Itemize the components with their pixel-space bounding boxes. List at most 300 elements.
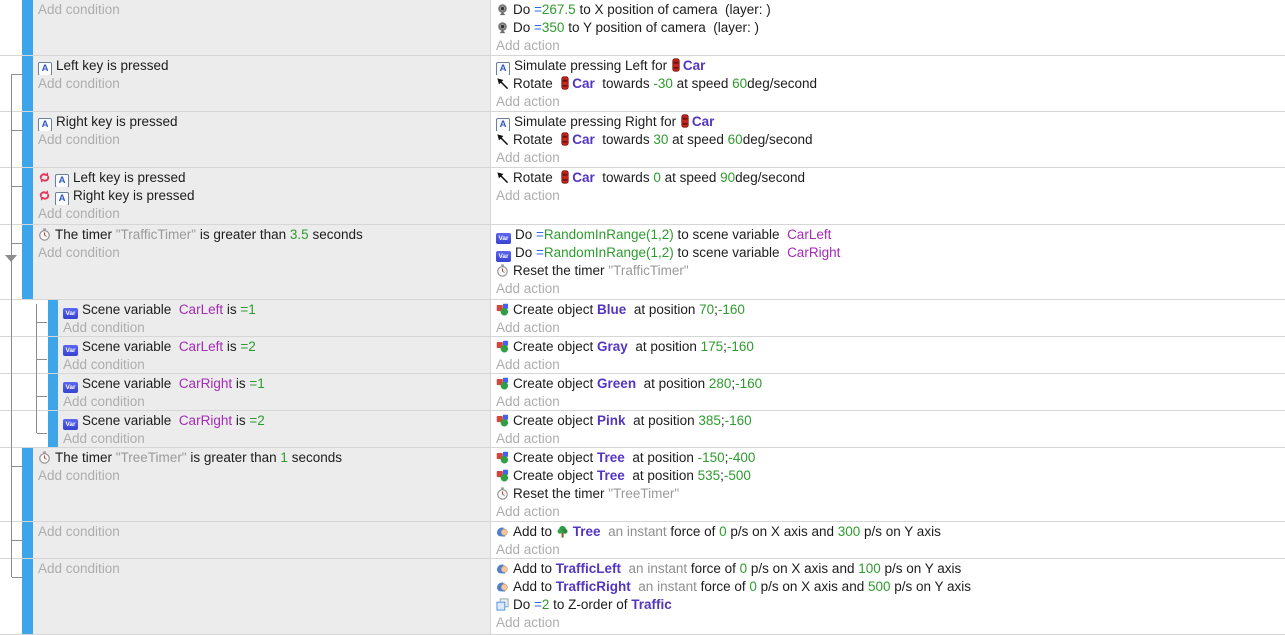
car-icon [561, 76, 569, 90]
event-row [0, 225, 1285, 300]
action-line[interactable] [496, 169, 1285, 187]
text-segment: 90 [720, 170, 736, 185]
tree-gutter [0, 0, 22, 55]
text-segment: 175 [700, 339, 724, 354]
text-segment: CarRight [178, 413, 233, 428]
actions-column [490, 168, 1285, 224]
car-icon [672, 58, 680, 72]
text-segment: ; [714, 302, 718, 317]
text-segment: is [223, 302, 241, 317]
car-icon [681, 114, 689, 128]
text-segment: is [232, 413, 250, 428]
text-segment: 500 [867, 579, 891, 594]
add-condition-button[interactable]: Add condition [38, 206, 120, 221]
action-line[interactable] [496, 19, 1285, 37]
var-icon: Var [63, 382, 78, 393]
text-segment: towards [594, 76, 654, 91]
text-segment: RandomInRange(1,2) [543, 227, 674, 242]
create-icon [496, 469, 509, 482]
text-segment: 1 [257, 376, 265, 391]
key-icon: A [55, 192, 69, 205]
force-icon [496, 580, 509, 593]
text-segment: Green [597, 376, 637, 391]
invert-icon [38, 171, 51, 184]
text-segment: 0 [739, 561, 748, 576]
text-segment: Scene variable [82, 376, 179, 391]
text-segment: Create object [513, 339, 598, 354]
condition-line[interactable] [63, 375, 490, 393]
text-segment: p/s on Y axis [860, 524, 941, 539]
text-segment: ; [723, 339, 727, 354]
rotate-icon [496, 171, 509, 184]
text-segment: at position [624, 468, 698, 483]
text-segment: 1 [280, 450, 288, 465]
text-segment: Create object [513, 413, 598, 428]
actions-column [490, 0, 1285, 55]
action-line[interactable] [496, 560, 1285, 578]
text-segment: seconds [287, 450, 342, 465]
var-icon: Var [63, 308, 78, 319]
action-line[interactable] [496, 375, 1285, 393]
condition-line[interactable] [63, 412, 490, 430]
text-segment: is [223, 339, 241, 354]
text-segment: at position [626, 302, 700, 317]
create-icon [496, 451, 509, 464]
action-line[interactable] [496, 57, 1285, 75]
add-action-button[interactable]: Add action [496, 357, 560, 372]
add-condition-button[interactable]: Add condition [38, 468, 120, 483]
text-segment: at speed [660, 170, 721, 185]
add-action-button[interactable]: Add action [496, 38, 560, 53]
text-segment: Rotate [513, 170, 561, 185]
text-segment: Scene variable [82, 413, 179, 428]
timer-icon [496, 487, 509, 500]
text-segment: Blue [597, 302, 627, 317]
text-segment: = [249, 376, 258, 391]
tree-gutter [0, 559, 22, 634]
text-segment: p/s on Y axis [890, 579, 972, 594]
var-icon: Var [496, 251, 511, 262]
collapse-toggle-icon[interactable] [5, 255, 17, 262]
text-segment: 60 [727, 132, 743, 147]
text-segment: RandomInRange(1,2) [543, 245, 674, 260]
rotate-icon [496, 133, 509, 146]
text-segment: Do [513, 2, 535, 17]
text-segment: Traffic [631, 597, 672, 612]
add-action-button[interactable]: Add action [496, 281, 560, 296]
text-segment: CarRight [178, 376, 233, 391]
condition-line[interactable] [38, 57, 490, 75]
conditions-column [33, 168, 490, 224]
text-segment: -160 [735, 376, 763, 391]
tree-gutter [0, 112, 22, 167]
tree-icon [556, 525, 569, 538]
action-line[interactable] [496, 1, 1285, 19]
text-segment: is greater than [196, 227, 290, 242]
text-segment: Add to [513, 561, 556, 576]
text-segment: 3.5 [289, 227, 309, 242]
text-segment: to Z-order of [549, 597, 632, 612]
text-segment: CarLeft [787, 227, 832, 242]
actions-column [490, 448, 1285, 521]
text-segment: = [240, 339, 249, 354]
text-segment: -500 [723, 468, 751, 483]
text-segment: "TrafficTimer" [115, 227, 197, 242]
key-icon: A [38, 62, 52, 75]
text-segment: = [534, 20, 542, 35]
text-segment: Rotate [513, 76, 561, 91]
condition-line[interactable] [63, 301, 490, 319]
event-row [0, 112, 1285, 168]
conditions-column [33, 522, 490, 558]
text-segment: -400 [728, 450, 756, 465]
text-segment: Right key is pressed [56, 114, 178, 129]
force-icon [496, 525, 509, 538]
conditions-column [58, 337, 490, 373]
action-line[interactable] [496, 113, 1285, 131]
text-segment: to X position of camera (layer: ) [575, 2, 771, 17]
text-segment: ; [720, 468, 724, 483]
sub-event-row [0, 374, 1285, 411]
zorder-icon [496, 598, 509, 611]
add-action-button[interactable]: Add action [496, 615, 560, 630]
sub-event-row [0, 337, 1285, 374]
text-segment: at speed [672, 76, 733, 91]
add-action-button[interactable]: Add action [496, 431, 560, 446]
event-color-bar[interactable] [22, 225, 33, 299]
tree-gutter [0, 300, 48, 336]
car-icon [561, 170, 569, 184]
action-line[interactable] [496, 226, 1285, 244]
text-segment: 350 [541, 20, 565, 35]
text-segment: Add to [513, 579, 556, 594]
key-icon: A [496, 118, 510, 131]
actions-column [490, 522, 1285, 558]
text-segment: Do [515, 245, 537, 260]
text-segment: an instant [600, 524, 671, 539]
create-icon [496, 414, 509, 427]
text-segment: = [240, 302, 249, 317]
text-segment: 0 [653, 170, 661, 185]
sub-event-row [0, 411, 1285, 448]
text-segment: Add to [513, 524, 556, 539]
car-icon [561, 132, 569, 146]
text-segment: "TreeTimer" [608, 486, 680, 501]
text-segment: Scene variable [82, 302, 179, 317]
event-color-bar[interactable] [22, 522, 33, 558]
add-condition-button[interactable]: Add condition [63, 431, 145, 446]
text-segment: Tree [597, 468, 625, 483]
text-segment: at speed [668, 132, 728, 147]
text-segment: 1 [248, 302, 256, 317]
text-segment: to scene variable [673, 227, 788, 242]
condition-line[interactable] [38, 187, 490, 205]
actions-column [490, 559, 1285, 634]
text-segment: 0 [749, 579, 757, 594]
text-segment: force of [700, 579, 750, 594]
condition-line[interactable] [38, 226, 490, 244]
conditions-column [33, 225, 490, 299]
add-condition-button[interactable]: Add condition [38, 524, 120, 539]
text-segment: Do [513, 597, 535, 612]
text-segment: Do [513, 20, 535, 35]
text-segment: 300 [837, 524, 861, 539]
event-color-bar[interactable] [22, 559, 33, 634]
text-segment: an instant [621, 561, 691, 576]
tree-gutter [0, 411, 48, 447]
text-segment: force of [670, 524, 720, 539]
create-icon [496, 340, 509, 353]
camera-icon [496, 21, 509, 34]
actions-column [490, 225, 1285, 299]
text-segment: to Y position of camera (layer: ) [564, 20, 760, 35]
event-row [0, 448, 1285, 522]
action-line[interactable] [496, 301, 1285, 319]
text-segment: "TreeTimer" [115, 450, 187, 465]
actions-column [490, 112, 1285, 167]
text-segment: 2 [257, 413, 265, 428]
add-action-button[interactable]: Add action [496, 320, 560, 335]
text-segment: is greater than [186, 450, 281, 465]
text-segment: 267.5 [541, 2, 576, 17]
tree-gutter [0, 522, 22, 558]
text-segment: = [536, 227, 544, 242]
text-segment: an instant [630, 579, 701, 594]
force-icon [496, 562, 509, 575]
var-icon: Var [63, 419, 78, 430]
actions-column [490, 337, 1285, 373]
text-segment: p/s on Y axis [880, 561, 962, 576]
text-segment: CarLeft [178, 302, 224, 317]
tree-gutter [0, 448, 22, 521]
action-line[interactable] [496, 449, 1285, 467]
event-row [0, 168, 1285, 225]
add-condition-button[interactable]: Add condition [63, 394, 145, 409]
text-segment: The timer [55, 227, 116, 242]
text-segment: deg/second [742, 132, 813, 147]
text-segment: p/s on X axis and [726, 524, 838, 539]
text-segment: -160 [726, 339, 754, 354]
text-segment: at position [627, 339, 701, 354]
text-segment: Tree [572, 524, 601, 539]
condition-line[interactable] [63, 338, 490, 356]
text-segment: 60 [732, 76, 748, 91]
text-segment: = [536, 245, 544, 260]
action-line[interactable] [496, 523, 1285, 541]
text-segment: = [534, 2, 542, 17]
text-segment: at position [636, 376, 709, 391]
action-line[interactable] [496, 412, 1285, 430]
add-condition-button[interactable]: Add condition [63, 320, 145, 335]
text-segment: Reset the timer [513, 486, 609, 501]
actions-column [490, 56, 1285, 111]
add-condition-button[interactable]: Add condition [38, 245, 120, 260]
add-action-button[interactable]: Add action [496, 94, 560, 109]
text-segment: Car [682, 58, 706, 73]
timer-icon [496, 264, 509, 277]
conditions-column [58, 411, 490, 447]
text-segment: Simulate pressing Right for [514, 114, 680, 129]
condition-line[interactable] [38, 449, 490, 467]
rotate-icon [496, 77, 509, 90]
text-segment: ; [724, 450, 729, 465]
tree-gutter [0, 337, 48, 373]
action-line[interactable] [496, 485, 1285, 503]
text-segment: Create object [513, 376, 598, 391]
text-segment: Gray [597, 339, 628, 354]
text-segment: ; [720, 413, 725, 428]
text-segment: Car [572, 76, 595, 91]
text-segment: -150 [697, 450, 725, 465]
text-segment: p/s on X axis and [747, 561, 859, 576]
text-segment: towards [594, 170, 654, 185]
camera-icon [496, 3, 509, 16]
conditions-column [33, 112, 490, 167]
tree-gutter [0, 374, 48, 410]
text-segment: 535 [697, 468, 721, 483]
conditions-column [33, 0, 490, 55]
add-condition-button[interactable]: Add condition [38, 561, 120, 576]
text-segment: 385 [698, 413, 721, 428]
text-segment: -30 [653, 76, 673, 91]
event-row [0, 56, 1285, 112]
text-segment: 30 [653, 132, 669, 147]
text-segment: Do [515, 227, 537, 242]
text-segment: at position [625, 413, 699, 428]
var-icon: Var [496, 233, 511, 244]
text-segment: ; [731, 376, 736, 391]
tree-gutter [0, 56, 22, 111]
text-segment: Tree [597, 450, 625, 465]
text-segment: to scene variable [673, 245, 788, 260]
text-segment: Create object [513, 450, 598, 465]
var-icon: Var [63, 345, 78, 356]
text-segment: 100 [858, 561, 881, 576]
sub-event-row [0, 300, 1285, 337]
text-segment: Reset the timer [513, 263, 609, 278]
text-segment: p/s on X axis and [756, 579, 868, 594]
actions-column [490, 300, 1285, 336]
conditions-column [33, 56, 490, 111]
event-color-bar[interactable] [48, 300, 58, 336]
event-color-bar[interactable] [48, 374, 58, 410]
text-segment: The timer [55, 450, 116, 465]
conditions-column [58, 300, 490, 336]
action-line[interactable] [496, 244, 1285, 262]
conditions-column [33, 559, 490, 634]
text-segment: Scene variable [82, 339, 179, 354]
text-segment: Rotate [513, 132, 561, 147]
event-color-bar[interactable] [22, 168, 33, 224]
text-segment: 2 [541, 597, 550, 612]
event-color-bar[interactable] [22, 448, 33, 521]
event-color-bar[interactable] [22, 0, 33, 55]
text-segment: 0 [719, 524, 727, 539]
invert-icon [38, 189, 51, 202]
key-icon: A [496, 62, 510, 75]
text-segment: -160 [717, 302, 745, 317]
text-segment: -160 [724, 413, 752, 428]
tree-gutter [0, 168, 22, 224]
add-action-button[interactable]: Add action [496, 542, 560, 557]
actions-column [490, 411, 1285, 447]
action-line[interactable] [496, 262, 1285, 280]
text-segment: force of [690, 561, 740, 576]
conditions-column [58, 374, 490, 410]
text-segment: Car [691, 114, 715, 129]
action-line[interactable] [496, 467, 1285, 485]
text-segment: at position [624, 450, 698, 465]
text-segment: Left key is pressed [73, 170, 186, 185]
add-condition-button[interactable]: Add condition [38, 2, 120, 17]
text-segment: CarRight [787, 245, 841, 260]
event-row [0, 522, 1285, 559]
add-condition-button[interactable]: Add condition [38, 76, 120, 91]
text-segment: 70 [699, 302, 715, 317]
text-segment: = [249, 413, 258, 428]
text-segment: deg/second [747, 76, 817, 91]
text-segment: Simulate pressing Left for [514, 58, 671, 73]
text-segment: Right key is pressed [73, 188, 195, 203]
tree-gutter [0, 225, 22, 299]
add-condition-button[interactable]: Add condition [63, 357, 145, 372]
timer-icon [38, 228, 51, 241]
create-icon [496, 377, 509, 390]
text-segment: 280 [708, 376, 732, 391]
action-line[interactable] [496, 596, 1285, 614]
timer-icon [38, 451, 51, 464]
action-line[interactable] [496, 75, 1285, 93]
text-segment: TrafficRight [555, 579, 631, 594]
actions-column [490, 374, 1285, 410]
action-line[interactable] [496, 338, 1285, 356]
text-segment: = [534, 597, 542, 612]
event-row [0, 559, 1285, 635]
add-action-button[interactable]: Add action [496, 504, 560, 519]
conditions-column [33, 448, 490, 521]
event-row [0, 0, 1285, 56]
add-action-button[interactable]: Add action [496, 150, 560, 165]
text-segment: deg/second [735, 170, 805, 185]
text-segment: Car [572, 132, 595, 147]
add-action-button[interactable]: Add action [496, 188, 560, 203]
text-segment: CarLeft [178, 339, 224, 354]
text-segment: "TrafficTimer" [608, 263, 689, 278]
text-segment: TrafficLeft [555, 561, 622, 576]
text-segment: Car [572, 170, 595, 185]
text-segment: 2 [248, 339, 256, 354]
text-segment: Create object [513, 302, 598, 317]
event-color-bar[interactable] [48, 411, 58, 447]
key-icon: A [38, 118, 52, 131]
event-color-bar[interactable] [48, 337, 58, 373]
event-color-bar[interactable] [22, 56, 33, 111]
text-segment: Pink [597, 413, 626, 428]
add-condition-button[interactable]: Add condition [38, 132, 120, 147]
text-segment: towards [594, 132, 654, 147]
condition-line[interactable] [38, 169, 490, 187]
text-segment: Left key is pressed [56, 58, 169, 73]
event-color-bar[interactable] [22, 112, 33, 167]
text-segment: Create object [513, 468, 598, 483]
action-line[interactable] [496, 578, 1285, 596]
add-action-button[interactable]: Add action [496, 394, 560, 409]
create-icon [496, 303, 509, 316]
condition-line[interactable] [38, 113, 490, 131]
action-line[interactable] [496, 131, 1285, 149]
text-segment: seconds [308, 227, 363, 242]
key-icon: A [55, 174, 69, 187]
